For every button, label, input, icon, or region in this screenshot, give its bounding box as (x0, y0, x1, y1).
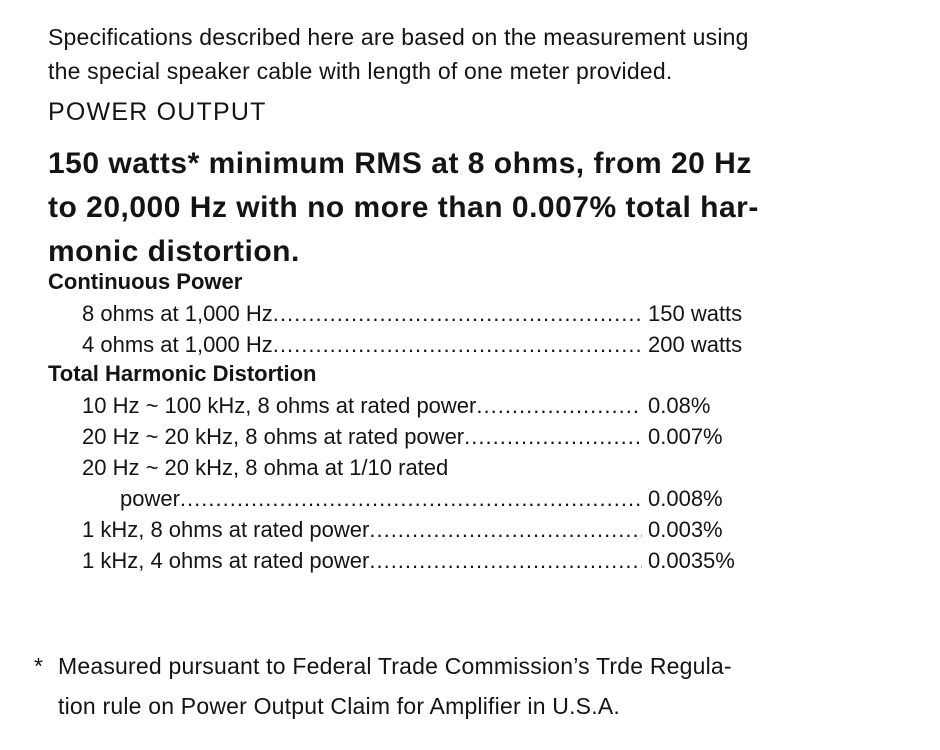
spec-label: 1 kHz, 8 ohms at rated power (82, 517, 370, 542)
dot-leader (369, 545, 642, 576)
spec-value: 0.08% (648, 393, 711, 418)
footnote-text-1: Measured pursuant to Federal Trade Commission’s Trde Regula- (58, 653, 732, 679)
footnote-line-2: tion rule on Power Output Claim for Amplifier in U.S.A. (58, 693, 620, 719)
spec-value: 150 watts (648, 301, 743, 326)
dot-leader (464, 421, 642, 452)
spec-row (48, 545, 788, 576)
spec-row (48, 329, 788, 360)
dot-leader (476, 390, 642, 421)
dot-leader (273, 329, 642, 360)
power-output-headline (48, 142, 928, 274)
spec-label: power (120, 486, 180, 511)
intro-paragraph (48, 20, 928, 88)
footnote-line-1 (34, 646, 924, 686)
intro-line-2: the special speaker cable with length of one meter provided. (48, 58, 673, 84)
spec-label: 4 ohms at 1,000 Hz (82, 332, 273, 357)
dot-leader (180, 483, 642, 514)
spec-row (48, 452, 788, 483)
spec-row (48, 298, 788, 329)
spec-value: 0.0035% (648, 548, 735, 573)
thd-title: Total Harmonic Distortion (48, 361, 317, 386)
spec-row (48, 483, 788, 514)
dot-leader (273, 298, 642, 329)
spec-label: 8 ohms at 1,000 Hz (82, 301, 273, 326)
spec-label: 1 kHz, 4 ohms at rated power (82, 548, 370, 573)
footnote (34, 646, 924, 726)
dot-leader (369, 514, 642, 545)
spec-label: 20 Hz ~ 20 kHz, 8 ohms at rated power (82, 424, 465, 449)
spec-row (48, 421, 788, 452)
spec-row (48, 390, 788, 421)
spec-value: 0.008% (648, 486, 723, 511)
spec-label: 20 Hz ~ 20 kHz, 8 ohma at 1/10 rated (82, 455, 449, 480)
spec-value: 0.007% (648, 424, 723, 449)
spec-value: 200 watts (648, 332, 743, 357)
spec-value: 0.003% (648, 517, 723, 542)
spec-row (48, 514, 788, 545)
headline-line-3: monic distortion. (48, 235, 300, 268)
spec-label: 10 Hz ~ 100 kHz, 8 ohms at rated power (82, 393, 477, 418)
continuous-power-title: Continuous Power (48, 269, 243, 294)
section-title: POWER OUTPUT (48, 98, 267, 126)
spec-list (48, 268, 788, 576)
intro-line-1: Specifications described here are based on the measurement using (48, 24, 749, 50)
headline-line-2: to 20,000 Hz with no more than 0.007% total har- (48, 191, 759, 224)
headline-line-1: 150 watts* minimum RMS at 8 ohms, from 20 Hz (48, 147, 752, 180)
asterisk-mark: * (34, 653, 44, 679)
